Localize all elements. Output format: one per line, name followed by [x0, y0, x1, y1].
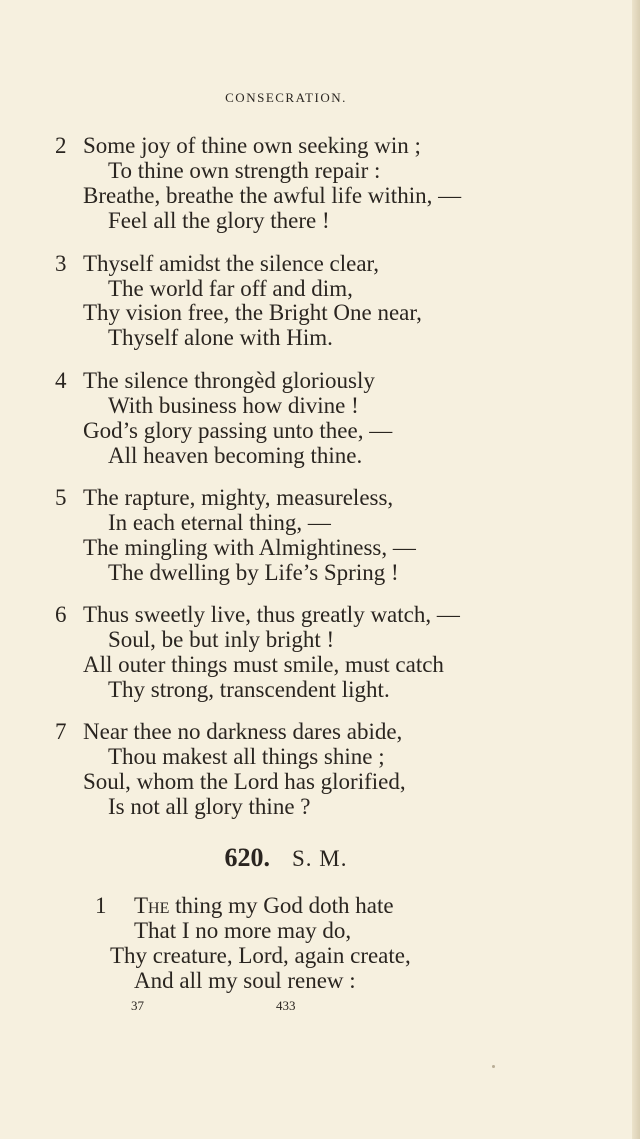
running-head: CONSECRATION.	[225, 90, 347, 105]
verse-line: In each eternal thing, —	[108, 510, 331, 535]
verse-line: Thus sweetly live, thus greatly watch, —	[83, 602, 460, 627]
stanza-number: 5	[55, 485, 67, 510]
verse-line: Thy strong, transcendent light.	[108, 677, 390, 702]
verse-line: The dwelling by Life’s Spring !	[108, 560, 399, 585]
verse-line: Breathe, breathe the awful life within, —	[83, 183, 462, 208]
verse-line: The rapture, mighty, measureless,	[83, 485, 394, 510]
verse-line: Thy creature, Lord, again create,	[110, 943, 411, 968]
verse-line: With business how divine !	[108, 393, 359, 418]
verse-line: God’s glory passing unto thee, —	[83, 418, 393, 443]
stanza-number: 6	[55, 602, 67, 627]
first-word: The	[134, 893, 170, 918]
stanza-number: 7	[55, 719, 67, 744]
verse-line: To thine own strength repair :	[108, 158, 381, 183]
stanza-number: 2	[55, 133, 67, 158]
verse-line: Thou makest all things shine ;	[108, 744, 385, 769]
first-line-rest: thing my God doth hate	[169, 893, 394, 918]
hymn-heading	[0, 843, 572, 873]
verse-line: Near thee no darkness dares abide,	[83, 719, 403, 744]
verse-line: The world far off and dim,	[108, 276, 353, 301]
stanza-number: 3	[55, 251, 67, 276]
verse-line: Soul, whom the Lord has glorified,	[83, 769, 406, 794]
stanza-number: 1	[95, 893, 107, 918]
page-number: 433	[276, 998, 296, 1013]
paper-speck	[492, 1065, 495, 1068]
verse-line	[134, 893, 394, 918]
verse-line: Some joy of thine own seeking win ;	[83, 133, 421, 158]
signature-mark: 37	[131, 998, 144, 1013]
hymn-meter: S. M.	[292, 846, 348, 871]
verse-line: Thyself amidst the silence clear,	[83, 251, 380, 276]
verse-line: Thy vision free, the Bright One near,	[83, 300, 422, 325]
verse-line: The silence throngèd gloriously	[83, 368, 375, 393]
verse-line: That I no more may do,	[134, 918, 352, 943]
verse-line: All outer things must smile, must catch	[83, 652, 444, 677]
verse-line: Is not all glory thine ?	[108, 794, 311, 819]
verse-line: Feel all the glory there !	[108, 208, 330, 233]
verse-line: All heaven becoming thine.	[108, 443, 363, 468]
page-edge	[632, 0, 640, 1139]
hymn-number: 620.	[224, 843, 270, 872]
verse-line: The mingling with Almightiness, —	[83, 535, 416, 560]
stanza-number: 4	[55, 368, 67, 393]
verse-line: Soul, be but inly bright !	[108, 627, 335, 652]
verse-line: Thyself alone with Him.	[108, 325, 333, 350]
verse-line: And all my soul renew :	[134, 968, 356, 993]
